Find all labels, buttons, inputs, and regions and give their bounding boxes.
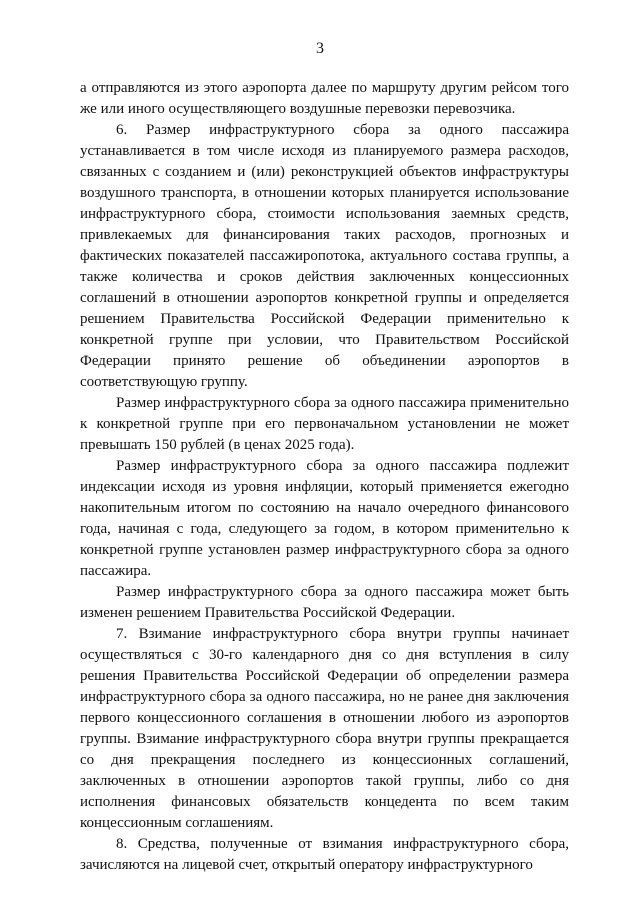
paragraph-fee-initial-limit: Размер инфраструктурного сбора за одного пассажира применительно к конкретной группе при его первоначальном установлении не может превышать 150 рублей (в ценах 2025 года). xyxy=(80,395,569,453)
paragraph-item-6: 6. Размер инфраструктурного сбора за одного пассажира устанавливается в том числе исходя из планируемого размера расходов, связанных с созданием и (или) реконструкцией объектов инфраструктуры воздушного транспорта, в отношении которых планируется использование инфраструктурного сбора, стоимости использования заемных средств, привлекаемых для финансирования таких расходов, прогнозных и фактических показателей пассажиропотока, актуального состава группы, а также количества и сроков действия заключенных концессионных соглашений в отношении аэропортов конкретной группы и определяется решением Правительства Российской Федерации применительно к конкретной группе при условии, что Правительством Российской Федерации принято решение об объединении аэропортов в соответствующую группу. xyxy=(80,122,569,390)
page-number: 3 xyxy=(316,40,324,57)
document-body xyxy=(80,78,569,876)
paragraph-item-7: 7. Взимание инфраструктурного сбора внутри группы начинает осуществляться с 30-го календарного дня со дня вступления в силу решения Правительства Российской Федерации об определении размера инфраструктурного сбора за одного пассажира, но не ранее дня заключения первого концессионного соглашения в отношении любого из аэропортов группы. Взимание инфраструктурного сбора внутри группы прекращается со дня прекращения последнего из концессионных соглашений, заключенных в отношении аэропортов такой группы, либо со дня исполнения финансовых обязательств концедента по всем таким концессионным соглашениям. xyxy=(80,626,569,831)
paragraph-item-8: 8. Средства, полученные от взимания инфраструктурного сбора, зачисляются на лицевой счет, открытый оператору инфраструктурного xyxy=(80,836,569,873)
paragraph-continuation: а отправляются из этого аэропорта далее по маршруту другим рейсом того же или иного осуществляющего воздушные перевозки перевозчика. xyxy=(80,80,569,117)
paragraph-fee-change: Размер инфраструктурного сбора за одного пассажира может быть изменен решением Правительства Российской Федерации. xyxy=(80,584,569,621)
paragraph-fee-indexation: Размер инфраструктурного сбора за одного пассажира подлежит индексации исходя из уровня инфляции, который применяется ежегодно накопительным итогом по состоянию на начало очередного финансового года, начиная с года, следующего за годом, в котором применительно к конкретной группе установлен размер инфраструктурного сбора за одного пассажира. xyxy=(80,458,569,579)
